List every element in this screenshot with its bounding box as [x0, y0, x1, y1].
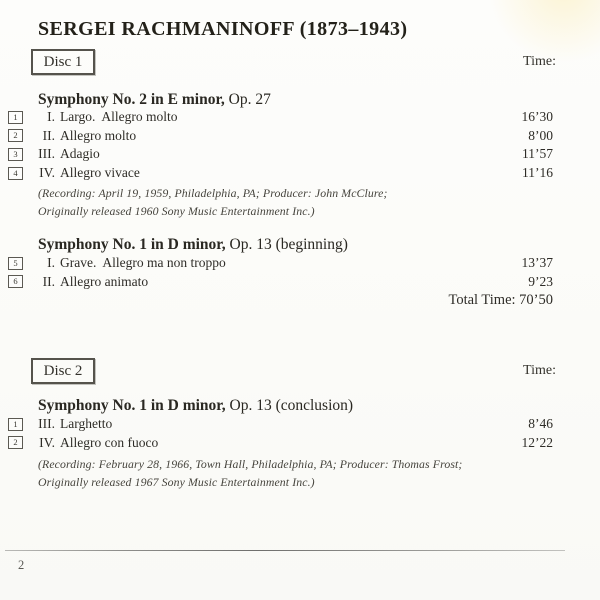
- track-time: 16’30: [521, 109, 553, 125]
- track-number: 1: [13, 418, 18, 429]
- disc1-label: Disc 1: [43, 54, 83, 70]
- track-row: [8, 164, 553, 183]
- disc1-time-column-header: Time:: [523, 54, 556, 69]
- track-title: Adagio: [60, 146, 100, 162]
- track-row: [8, 273, 553, 292]
- work3-opus: Op. 13 (conclusion): [225, 397, 354, 414]
- page-title: SERGEI RACHMANINOFF (1873–1943): [38, 18, 408, 40]
- work1-heading: [38, 91, 271, 109]
- track-number: 1: [13, 111, 18, 122]
- track-time: 12’22: [521, 434, 553, 450]
- track-number-box: [8, 111, 23, 124]
- track-title: Allegro molto: [60, 127, 137, 143]
- movement-numeral: I.: [47, 109, 55, 125]
- track-number-box: [8, 275, 23, 288]
- track-row: [8, 254, 553, 273]
- track-row: [8, 434, 553, 453]
- movement-numeral: II.: [42, 127, 55, 143]
- track-row: [8, 145, 553, 164]
- track-number: 3: [13, 148, 18, 159]
- recording-note: [38, 185, 388, 220]
- track-number-box: [8, 148, 23, 161]
- work2-heading: [38, 236, 348, 254]
- track-number-box: [8, 257, 23, 270]
- work1-title: Symphony No. 2 in E minor,: [38, 91, 225, 108]
- recording-note-line2: Originally released 1967 Sony Music Entertainment Inc.): [38, 474, 315, 489]
- track-title: Allegro vivace: [60, 165, 140, 181]
- track-number: 2: [13, 130, 18, 141]
- track-title: Larghetto: [60, 416, 113, 432]
- work3-heading: [38, 397, 353, 415]
- work1-opus: Op. 27: [224, 91, 271, 108]
- disc1-work2-track-list: [8, 254, 553, 291]
- work3-title: Symphony No. 1 in D minor,: [38, 397, 226, 414]
- track-number-box: [8, 129, 23, 142]
- disc1-label-box: [31, 49, 95, 75]
- work2-opus: Op. 13 (beginning): [225, 236, 348, 253]
- track-time: 13’37: [521, 255, 553, 271]
- movement-numeral: II.: [42, 273, 55, 289]
- footer-rule: [5, 550, 565, 551]
- track-number: 6: [13, 276, 18, 287]
- track-row: [8, 415, 553, 434]
- disc2-label: Disc 2: [43, 363, 83, 379]
- track-title: Largo. Allegro molto: [60, 109, 178, 125]
- recording-note-line2: Originally released 1960 Sony Music Entertainment Inc.): [38, 203, 315, 218]
- recording-note-line1: (Recording: February 28, 1966, Town Hall, Philadelphia, PA; Producer: Thomas Frost;: [38, 457, 463, 471]
- track-time: 8’46: [528, 416, 553, 432]
- page-number: 2: [18, 558, 25, 572]
- track-time: 9’23: [528, 273, 553, 289]
- movement-numeral: III.: [38, 146, 55, 162]
- track-time: 11’16: [522, 165, 553, 181]
- disc2-label-box: [31, 358, 95, 384]
- track-title: Allegro animato: [60, 273, 149, 289]
- disc2-time-column-header: Time:: [523, 363, 556, 378]
- track-title: Grave. Allegro ma non troppo: [60, 255, 226, 271]
- track-title: Allegro con fuoco: [60, 434, 159, 450]
- movement-numeral: III.: [38, 416, 55, 432]
- disc1-work1-track-list: [8, 108, 553, 182]
- track-number-box: [8, 167, 23, 180]
- recording-note: [38, 456, 462, 491]
- track-number: 5: [13, 257, 18, 268]
- disc2-work1-track-list: [8, 415, 553, 452]
- work2-title: Symphony No. 1 in D minor,: [38, 236, 226, 253]
- track-number-box: [8, 418, 23, 431]
- track-time: 8’00: [528, 127, 553, 143]
- track-row: [8, 108, 553, 127]
- track-number: 4: [13, 167, 18, 178]
- track-time: 11’57: [522, 146, 553, 162]
- movement-numeral: IV.: [39, 434, 55, 450]
- track-row: [8, 127, 553, 146]
- disc1-total-time: Total Time: 70’50: [448, 292, 553, 308]
- track-number-box: [8, 436, 23, 449]
- movement-numeral: I.: [47, 255, 55, 271]
- movement-numeral: IV.: [39, 165, 55, 181]
- recording-note-line1: (Recording: April 19, 1959, Philadelphia, PA; Producer: John McClure;: [38, 186, 388, 200]
- track-number: 2: [13, 437, 18, 448]
